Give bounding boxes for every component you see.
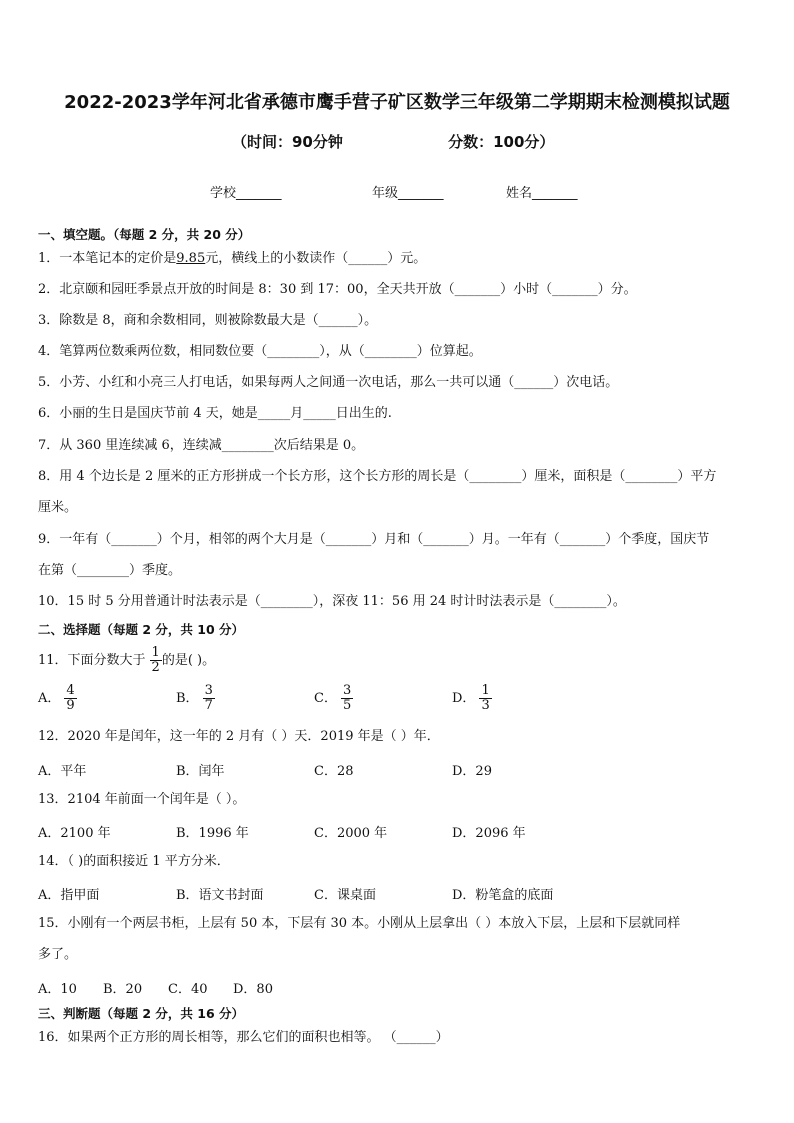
time-label: （时间：90分钟 <box>232 133 343 151</box>
question-11-option-b[interactable] <box>176 682 215 716</box>
fraction-one-half <box>150 646 162 675</box>
question-1-underlined-number: 9.85 <box>176 251 206 266</box>
question-12-option-c[interactable]: C．28 <box>314 764 354 779</box>
fraction-denominator: 2 <box>151 660 160 675</box>
question-7: 7．从 360 里连续减 6，连续减________次后结果是 0。 <box>38 438 365 453</box>
fraction-denominator: 3 <box>481 698 490 713</box>
fraction-numerator: 3 <box>342 683 352 698</box>
fraction-denominator: 5 <box>342 698 352 713</box>
fraction-denominator: 9 <box>66 698 75 713</box>
exam-subtitle <box>232 131 554 152</box>
question-6: 6．小丽的生日是国庆节前 4 天，她是_____月_____日出生的. <box>38 406 392 421</box>
question-8-line-2: 厘米。 <box>38 500 78 515</box>
fraction-denominator: 7 <box>204 698 213 713</box>
fraction-option <box>203 684 215 713</box>
question-14: 14．（ )的面积接近 1 平方分米． <box>38 854 230 869</box>
question-2: 2．北京颐和园旺季景点开放的时间是 8：30 到 17：00，全天共开放（_______）小时（_______）分。 <box>38 282 637 297</box>
question-4: 4．笔算两位数乘两位数，相同数位要（________），从（________）位算起。 <box>38 344 482 359</box>
question-14-option-b[interactable]: B．语文书封面 <box>176 888 264 903</box>
question-16: 16．如果两个正方形的周长相等，那么它们的面积也相等。 （______） <box>38 1030 449 1045</box>
question-12-option-a[interactable]: A．平年 <box>38 764 87 779</box>
fraction-numerator: 4 <box>66 683 75 698</box>
question-13-option-c[interactable]: C．2000 年 <box>314 826 388 841</box>
question-12-option-b[interactable]: B．闰年 <box>176 764 225 779</box>
question-1-text-a: 1．一本笔记本的定价是 <box>38 251 177 266</box>
question-10: 10．15 时 5 分用普通计时法表示是（________），深夜 11：56 用 24 时计时法表示是（________）。 <box>38 594 626 609</box>
fraction-option <box>64 684 76 713</box>
question-13-option-d[interactable]: D．2096 年 <box>452 826 526 841</box>
option-letter: A． <box>38 691 61 706</box>
question-11-option-a[interactable] <box>38 682 77 716</box>
question-9-line-1: 9．一年有（_______）个月，相邻的两个大月是（_______）月和（_______）月。一年有（_______）个季度，国庆节 <box>38 532 710 547</box>
question-1 <box>38 251 426 267</box>
school-field: 学校_______ <box>210 186 282 201</box>
section-true-false: 三、判断题（每题 2 分，共 16 分） <box>38 1006 245 1021</box>
question-13-option-b[interactable]: B．1996 年 <box>176 826 249 841</box>
question-11 <box>38 644 215 678</box>
question-5: 5．小芳、小红和小亮三人打电话，如果每两人之间通一次电话，那么一共可以通（______）次电话。 <box>38 375 619 390</box>
question-11-option-c[interactable] <box>314 682 353 716</box>
question-15-line-2: 多了。 <box>38 947 78 962</box>
section-fill-in: 一、填空题。（每题 2 分，共 20 分） <box>38 227 251 242</box>
question-11-text-a: 11．下面分数大于 <box>38 653 146 668</box>
question-14-option-c[interactable]: C．课桌面 <box>314 888 376 903</box>
question-8-line-1: 8．用 4 个边长是 2 厘米的正方形拼成一个长方形，这个长方形的周长是（________）厘米，面积是（________）平方 <box>38 469 717 484</box>
question-13-option-a[interactable]: A．2100 年 <box>38 826 111 841</box>
question-3: 3．除数是 8，商和余数相同，则被除数最大是（______）。 <box>38 313 378 328</box>
question-9-line-2: 在第（________）季度。 <box>38 563 182 578</box>
question-11-text-b: 的是( )。 <box>161 653 216 668</box>
question-12: 12．2020 年是闰年，这一年的 2 月有（ ）天．2019 年是（ ）年． <box>38 729 440 744</box>
question-1-text-c: 元，横线上的小数读作（______）元。 <box>205 251 427 266</box>
grade-field: 年级_______ <box>372 186 444 201</box>
option-letter: B． <box>176 691 199 706</box>
question-12-option-d[interactable]: D．29 <box>452 764 492 779</box>
score-label: 分数：100分） <box>448 133 555 151</box>
question-11-option-d[interactable] <box>452 682 492 716</box>
section-multiple-choice: 二、选择题（每题 2 分，共 10 分） <box>38 622 245 637</box>
fraction-numerator: 3 <box>204 683 213 698</box>
fraction-option <box>479 684 491 713</box>
page-title: 2022-2023学年河北省承德市鹰手营子矿区数学三年级第二学期期末检测模拟试题 <box>64 92 730 113</box>
fraction-option <box>341 684 353 713</box>
question-15-option-c[interactable]: C．40 <box>168 982 208 997</box>
question-13: 13．2104 年前面一个闰年是（ ）。 <box>38 792 246 807</box>
name-field: 姓名_______ <box>506 186 578 201</box>
question-14-option-a[interactable]: A．指甲面 <box>38 888 100 903</box>
question-15-option-d[interactable]: D．80 <box>233 982 273 997</box>
fraction-numerator: 1 <box>151 645 160 660</box>
question-15-option-a[interactable]: A．10 <box>38 982 77 997</box>
question-15-option-b[interactable]: B．20 <box>103 982 143 997</box>
option-letter: D． <box>452 691 476 706</box>
question-14-option-d[interactable]: D．粉笔盒的底面 <box>452 888 554 903</box>
fraction-numerator: 1 <box>481 683 490 698</box>
option-letter: C． <box>314 691 337 706</box>
question-15-line-1: 15．小刚有一个两层书柜，上层有 50 本，下层有 30 本。小刚从上层拿出（ ）本放入下层，上层和下层就同样 <box>38 916 681 931</box>
